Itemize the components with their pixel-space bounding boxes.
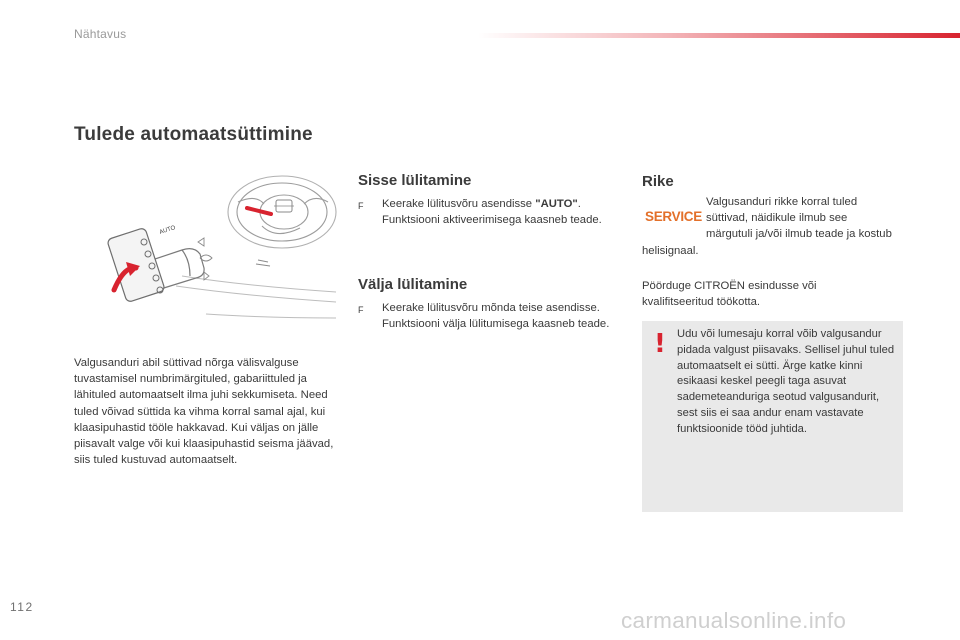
header-accent-bar (478, 33, 960, 38)
bullet-marker: F (358, 201, 364, 211)
bullet-marker: F (358, 305, 364, 315)
warning-note-box (642, 321, 903, 512)
warning-icon: ! (654, 329, 666, 359)
switch-on-instruction (358, 196, 624, 228)
watermark: carmanualsonline.info (621, 608, 847, 633)
section-header: Nähtavus (74, 27, 127, 41)
fault-paragraph: Valgusanduri rikke korral tuled süttivad, näidikule ilmub see märgutuli ja/või ilmub teade ja kostub helisignaal. (642, 196, 892, 257)
switch-off-heading: Välja lülitamine (358, 276, 468, 293)
page-title: Tulede automaatsüttimine (74, 124, 313, 145)
description-paragraph: Valgusanduri abil süttivad nõrga välisvalguse tuvastamisel numbrimärgituled, gabariittuled ja lähituled automaatselt ilma juhi sekkumiseta. Need tuled võivad süttida ka vihma korral samal ajal, kui klaasipuhastid tööle hakkavad. Kui väljas on jälle piisavalt valge või kui klaasipuhastid seisma jäävad, siis tuled kustuvad automaatselt. (74, 357, 334, 467)
switch-off-instruction (358, 300, 624, 332)
contact-paragraph: Pöörduge CITROËN esindusse või kvalifitseeritud töökotta. (642, 280, 817, 309)
svg-text:SERVICE: SERVICE (645, 209, 702, 224)
warning-note-text: Udu või lumesaju korral võib valgusandur pidada valgust piisavaks. Sellisel juhul tuled automaatselt ei sütti. Ärge katke kinni esikaasi keskel peegli taga asuvat sademeteanduriga seotud valgusandurit, sest siis ei saa andur enam vastavate funktsioonide tööd juhtida. (677, 328, 895, 435)
switch-off-text: Keerake lülitusvõru mõnda teise asendisse. Funktsiooni välja lülitumisega kaasneb teade. (382, 302, 610, 331)
auto-position-label: "AUTO" (535, 198, 578, 210)
svg-text:AUTO: AUTO (158, 225, 177, 236)
switch-on-text: Keerake lülitusvõru asendisse "AUTO". Funktsiooni aktiveerimisega kaasneb teade. (382, 198, 602, 227)
switch-on-heading: Sisse lülitamine (358, 172, 472, 189)
fault-heading: Rike (642, 173, 674, 190)
light-stalk-illustration (86, 168, 338, 326)
page-number: 112 (10, 600, 34, 614)
